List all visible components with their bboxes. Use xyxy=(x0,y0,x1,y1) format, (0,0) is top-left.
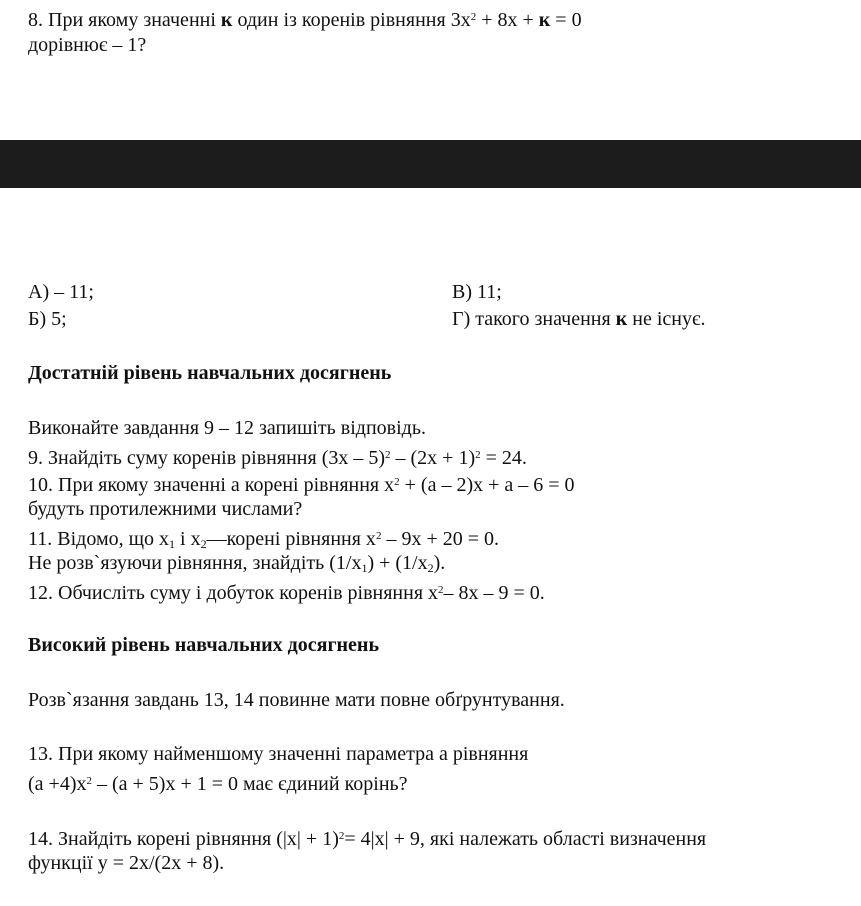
question-11-line-1: 11. Відомо, що $x_1$ і $x_2—корені$ рівняння $x^2 - 9x + 20 = 0$. xyxy=(28,528,499,551)
section-heading-high: Високий рівень навчальних досягнень xyxy=(28,634,380,656)
section-heading-sufficient: Достатній рівень навчальних досягнень xyxy=(28,362,392,384)
question-13-line-1: 13. При якому найменшому значенні параметра а рівняння xyxy=(28,743,529,765)
answer-g: Г) такого значення к не існує. xyxy=(452,308,706,330)
question-14-line-2: функції y = 2x/(2x + 8). xyxy=(28,852,225,874)
k-parameter: к xyxy=(538,9,551,31)
question-13-line-2: $(a +4)x^2 - (a + 5)x + 1 = 0$ має єдиний корінь? xyxy=(28,773,408,795)
question-9: 9. Знайдіть суму коренів рівняння $(3x - 5)^2 - (2x + 1)^2 = 24$. xyxy=(28,447,527,469)
dark-band-divider xyxy=(0,140,861,188)
answer-b: Б) 5; xyxy=(28,308,67,330)
question-8-line-1: 8. При якому значенні к один із коренів рівняння $3x^2 + 8x + к = 0$ xyxy=(28,9,582,31)
k-parameter: к xyxy=(220,9,233,31)
section-2-instruction: Виконайте завдання 9 – 12 запишіть відповідь. xyxy=(28,417,426,439)
section-3-instruction: Розв`язання завдань 13, 14 повинне мати повне обґрунтування. xyxy=(28,689,565,711)
question-14-line-1: 14. Знайдіть корені рівняння $(|x| + 1)^2= 4|x| + 9$, які належать області визначення xyxy=(28,828,707,850)
answer-v: В) 11; xyxy=(452,281,502,303)
question-10-line-1: 10. При якому значенні а корені рівняння $x^2 + (a - 2)x + a - 6 = 0$ xyxy=(28,474,575,496)
question-10-line-2: будуть протилежними числами? xyxy=(28,498,303,520)
answer-a: А) – 11; xyxy=(28,281,94,303)
question-8-line-2: дорівнює – 1? xyxy=(28,34,147,56)
question-12: 12. Обчисліть суму і добуток коренів рівняння $x^2-$ 8x – 9 = 0. xyxy=(28,582,545,604)
question-11-line-2: Не розв`язуючи рівняння, знайдіть $(1/x_1) + (1/x_2)$. xyxy=(28,552,446,575)
